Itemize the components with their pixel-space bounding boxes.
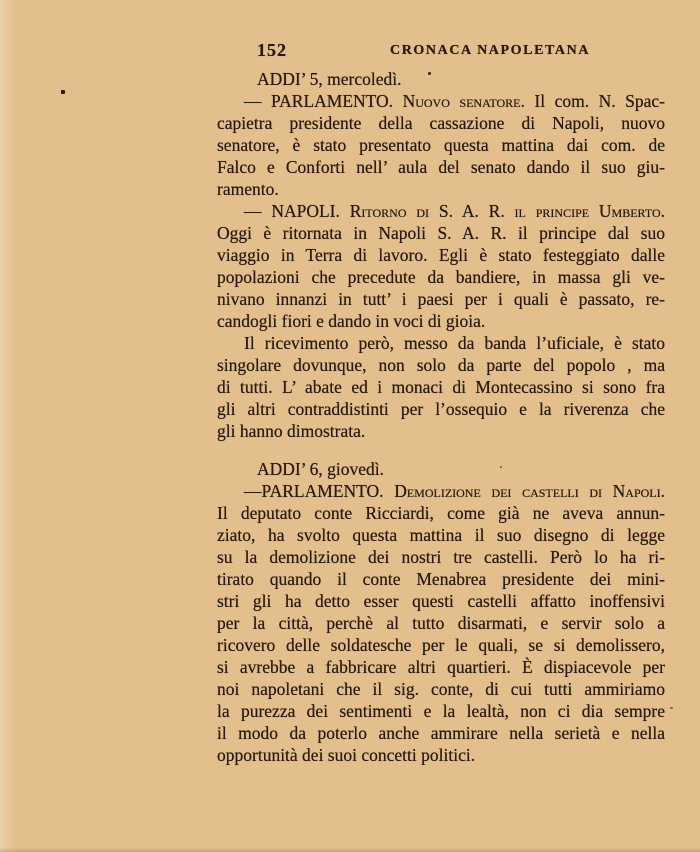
text-segment: Oggi è ritornata in Napoli S. A. R. il principe dal suo bbox=[217, 223, 665, 243]
text-line bbox=[217, 634, 665, 656]
text-segment: gli altri contraddistinti per l’ossequio e la riverenza che bbox=[217, 399, 665, 419]
page-header bbox=[0, 40, 700, 62]
text-segment: — PARLAMENTO. bbox=[244, 91, 403, 111]
page-body bbox=[217, 68, 665, 766]
paragraph bbox=[217, 90, 665, 200]
text-line bbox=[217, 546, 665, 568]
text-segment: stri gli ha detto esser questi castelli affatto inoffensivi bbox=[217, 591, 665, 611]
text-line bbox=[217, 524, 665, 546]
text-line bbox=[217, 134, 665, 156]
ink-speck bbox=[670, 707, 673, 709]
text-segment: nivano innanzi in tutt’ i paesi per i quali è passato, re- bbox=[217, 289, 665, 309]
text-line bbox=[217, 568, 665, 590]
text-line bbox=[217, 678, 665, 700]
text-segment: Il ricevimento però, messo da banda l’uficiale, è stato bbox=[244, 333, 665, 353]
text-segment: —PARLAMENTO. bbox=[244, 481, 395, 501]
text-line bbox=[217, 590, 665, 612]
paragraph bbox=[217, 332, 665, 442]
text-line bbox=[217, 612, 665, 634]
text-line bbox=[217, 112, 665, 134]
text-line bbox=[217, 332, 665, 354]
text-line bbox=[217, 700, 665, 722]
entry-section bbox=[217, 68, 665, 442]
text-line bbox=[217, 502, 665, 524]
text-segment: ziato, ha svolto questa mattina il suo disegno di legge bbox=[217, 525, 665, 545]
text-line bbox=[217, 310, 665, 332]
text-line bbox=[217, 480, 665, 502]
text-line bbox=[217, 156, 665, 178]
text-segment: di tutti. L’ abate ed i monaci di Montecassino si sono fra bbox=[217, 377, 665, 397]
text-line bbox=[217, 376, 665, 398]
text-line bbox=[217, 178, 665, 200]
text-segment: il modo da poterlo anche ammirare nella serietà e nella bbox=[217, 723, 665, 743]
text-segment: noi napoletani che il sig. conte, di cui tutti ammiriamo bbox=[217, 679, 665, 699]
text-segment: viaggio in Terra di lavoro. Egli è stato festeggiato dalle bbox=[217, 245, 665, 265]
entry-section bbox=[217, 458, 665, 766]
text-segment: popolazioni che precedute da bandiere, in massa gli ve- bbox=[217, 267, 665, 287]
text-segment: ramento. bbox=[217, 179, 279, 199]
text-line bbox=[217, 722, 665, 744]
text-segment: si avrebbe a fabbricare altri quartieri. È dispiacevole per bbox=[217, 657, 665, 677]
text-segment: capietra presidente della cassazione di Napoli, nuovo bbox=[217, 113, 665, 133]
text-segment: senatore, è stato presentato questa mattina dai com. de bbox=[217, 135, 665, 155]
text-segment: Il com. N. Spac- bbox=[524, 91, 665, 111]
text-line bbox=[217, 288, 665, 310]
text-segment: Falco e Conforti nell’ aula del senato dando il suo giu- bbox=[217, 157, 665, 177]
smallcaps-text: Ritorno di S. A. R. il principe Umberto. bbox=[349, 201, 665, 221]
text-segment: per la città, perchè al tutto disarmati, e servir solo a bbox=[217, 613, 665, 633]
text-segment: ricovero delle soldatesche per le quali, se si demolissero, bbox=[217, 635, 665, 655]
text-segment: Il deputato conte Ricciardi, come già ne aveva annun- bbox=[217, 503, 665, 523]
ink-speck bbox=[61, 90, 65, 94]
text-line bbox=[217, 656, 665, 678]
running-title: CRONACA NAPOLETANA bbox=[390, 43, 591, 58]
text-line bbox=[217, 354, 665, 376]
text-line bbox=[217, 266, 665, 288]
ink-speck bbox=[500, 466, 502, 468]
text-line bbox=[217, 222, 665, 244]
text-segment: opportunità dei suoi concetti politici. bbox=[217, 745, 476, 765]
smallcaps-text: Nuovo senatore. bbox=[402, 91, 525, 111]
text-segment: — NAPOLI. bbox=[244, 201, 350, 221]
text-segment: singolare dovunque, non solo da parte del popolo , ma bbox=[217, 355, 665, 375]
text-segment: tirato quando il conte Menabrea presidente dei mini- bbox=[217, 569, 665, 589]
text-line bbox=[217, 90, 665, 112]
ink-speck bbox=[428, 72, 431, 75]
text-line bbox=[217, 420, 665, 442]
date-heading: ADDI’ 5, mercoledì. bbox=[257, 69, 402, 89]
text-line bbox=[217, 244, 665, 266]
date-heading: ADDI’ 6, giovedì. bbox=[257, 459, 385, 479]
text-segment: la purezza dei sentimenti e la lealtà, non ci dia sempre bbox=[217, 701, 665, 721]
smallcaps-text: Demolizione dei castelli di Napoli. bbox=[394, 481, 666, 501]
text-line bbox=[217, 744, 665, 766]
paragraph bbox=[217, 480, 665, 766]
paragraph bbox=[217, 200, 665, 332]
text-line bbox=[217, 398, 665, 420]
page-number: 152 bbox=[257, 40, 287, 60]
text-segment: gli hanno dimostrata. bbox=[217, 421, 366, 441]
text-segment: su la demolizione dei nostri tre castelli. Però lo ha ri- bbox=[217, 547, 665, 567]
text-line bbox=[217, 200, 665, 222]
text-segment: candogli fiori e dando in voci di gioia. bbox=[217, 311, 486, 331]
